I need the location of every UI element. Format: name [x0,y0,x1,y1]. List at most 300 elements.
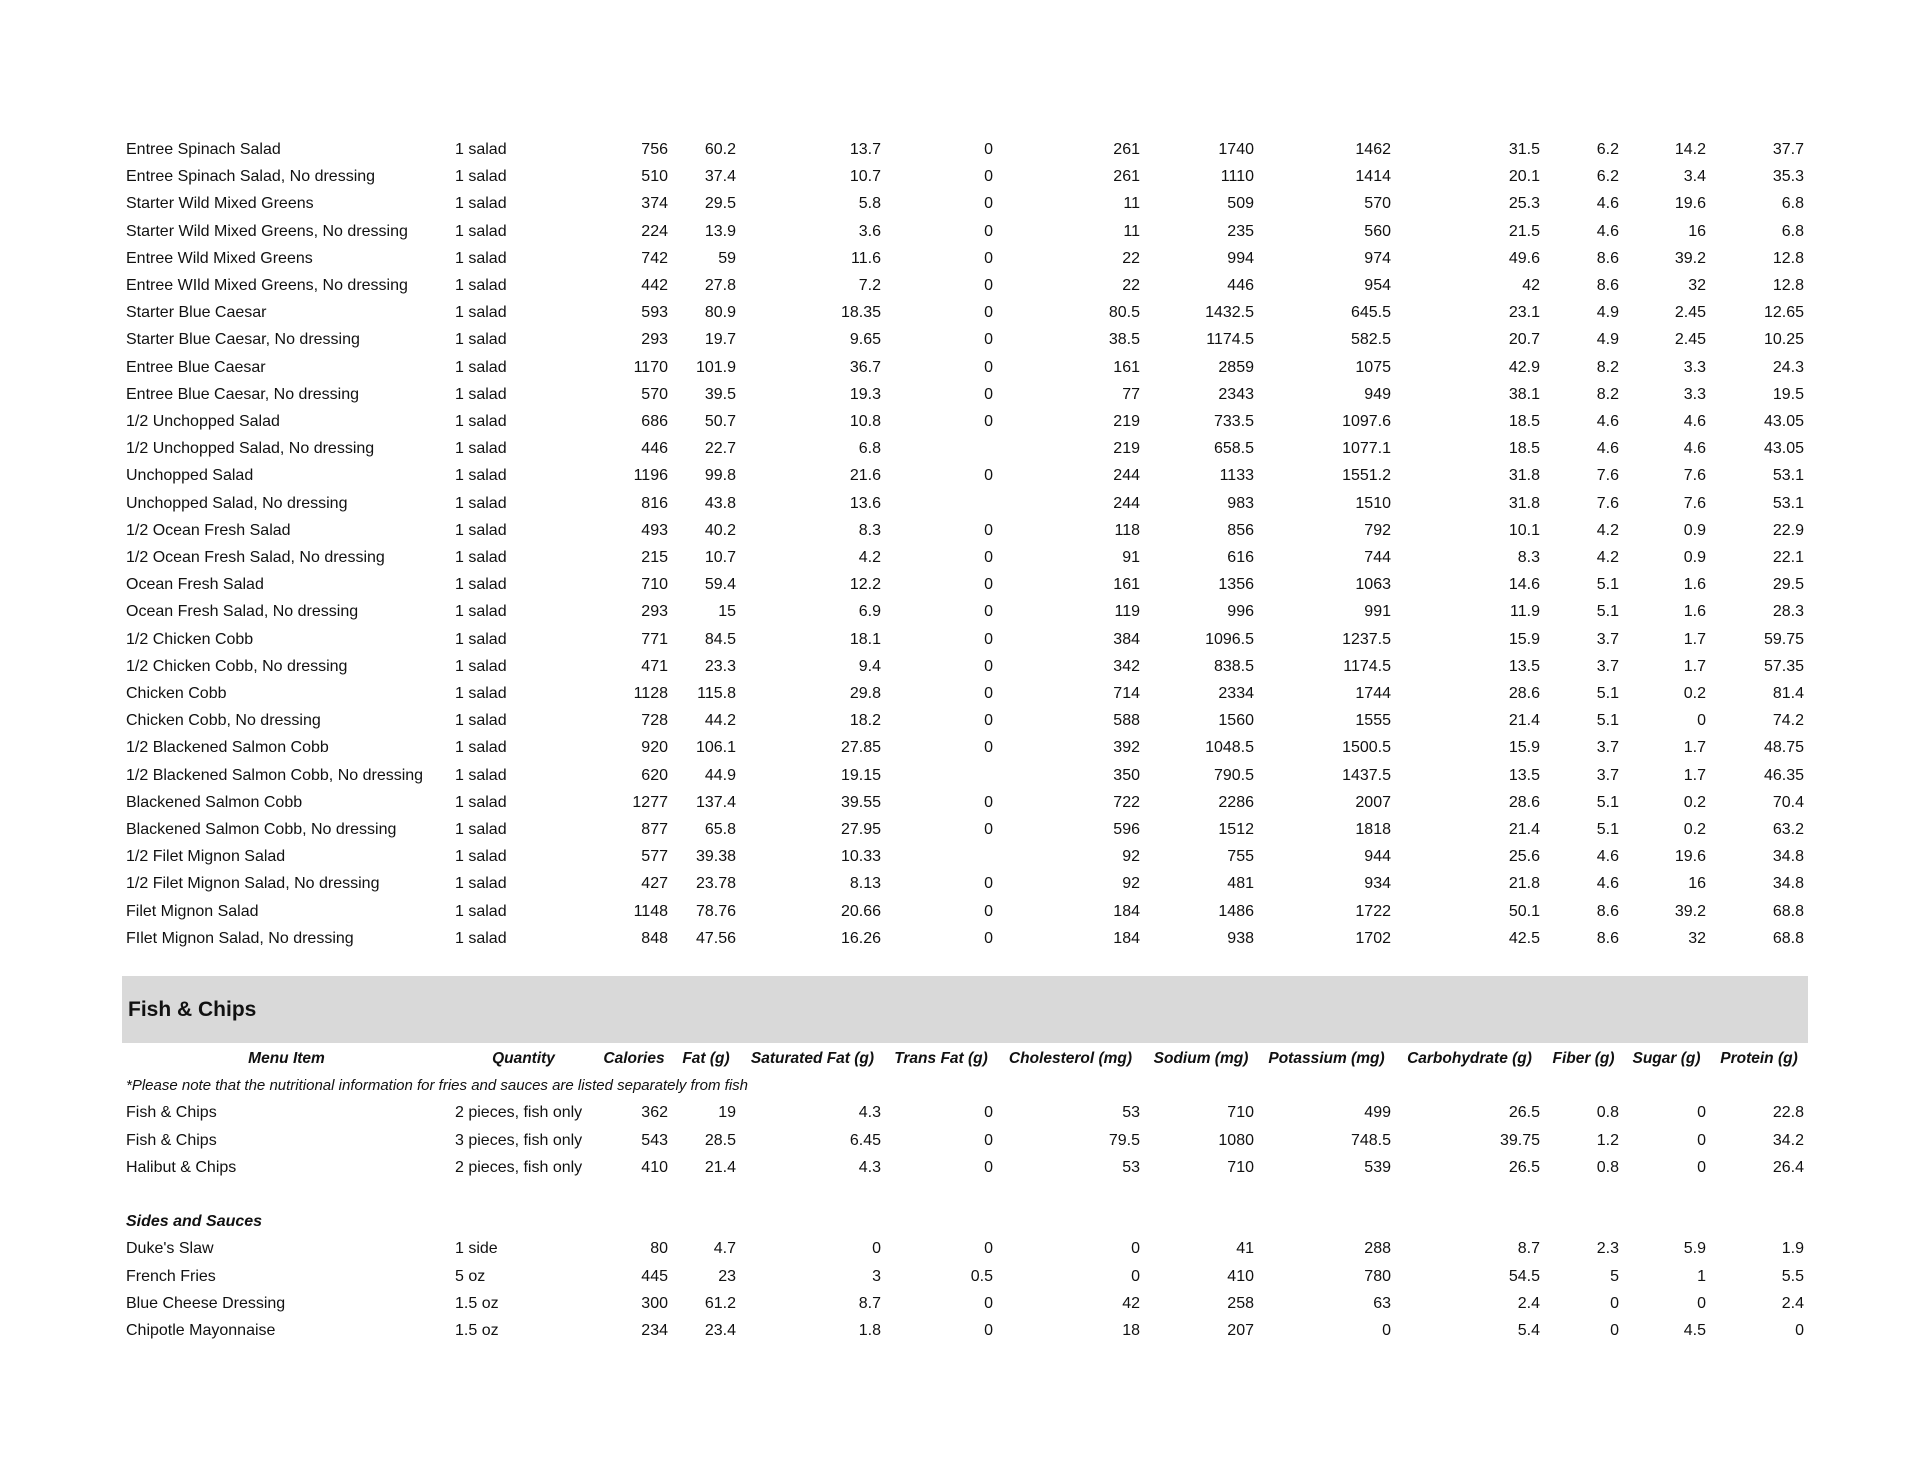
table-row [122,1263,1808,1290]
table-cell: 29.5 [704,195,736,213]
table-cell: 493 [641,521,668,539]
table-cell: 710 [1227,1158,1254,1176]
table-cell: 1702 [1355,929,1391,947]
table-cell: 856 [1227,521,1254,539]
table-cell: 21.4 [1508,712,1540,730]
table-cell: 710 [1227,1104,1254,1122]
table-cell: 0 [984,1104,993,1122]
table-cell: 48.75 [1763,739,1804,757]
table-cell: 1/2 Filet Mignon Salad [126,848,286,866]
table-cell: 22.8 [1772,1104,1804,1122]
table-cell: 6.8 [1781,195,1804,213]
table-cell: 780 [1364,1267,1391,1285]
table-cell: 0 [1697,1131,1706,1149]
table-cell: 5.1 [1596,603,1619,621]
table-cell: 91 [1122,549,1140,567]
table-cell: 877 [641,821,668,839]
table-cell: 8.6 [1596,249,1619,267]
table-cell: 10.7 [849,168,881,186]
table-cell: 949 [1364,385,1391,403]
table-cell: 0 [984,331,993,349]
table-cell: 6.2 [1596,141,1619,158]
table-cell: 53 [1122,1158,1140,1176]
table-cell: 16 [1688,222,1706,240]
table-cell: 1.7 [1683,739,1706,757]
table-cell: 4.6 [1596,222,1619,240]
table-cell: 19.6 [1674,195,1706,213]
table-cell: 1 side [455,1240,498,1258]
table-cell: 1 salad [455,494,507,512]
table-cell: 31.8 [1508,494,1540,512]
table-cell: 2 pieces, fish only [455,1104,583,1122]
table-cell: 19 [718,1104,736,1122]
table-cell: 7.6 [1596,467,1619,485]
table-cell: 1.9 [1781,1240,1804,1258]
table-cell: 748.5 [1350,1131,1391,1149]
table-cell: 934 [1364,875,1391,893]
table-row [122,136,1808,163]
table-cell: 10.1 [1508,521,1540,539]
table-row [122,163,1808,190]
table-cell: 1/2 Blackened Salmon Cobb, No dressing [126,766,424,784]
table-cell: 5 [1610,1267,1619,1285]
table-cell: 22.9 [1772,521,1804,539]
table-cell: 0 [1697,1294,1706,1312]
table-row [122,1127,1808,1154]
table-cell: 21.5 [1508,222,1540,240]
column-header: Menu Item [248,1050,325,1067]
table-cell: 771 [641,630,668,648]
table-cell: 1740 [1218,141,1254,158]
table-cell: 1/2 Ocean Fresh Salad, No dressing [126,549,385,567]
table-cell: 65.8 [704,821,736,839]
table-cell: 384 [1113,630,1140,648]
table-cell: 0 [984,249,993,267]
table-cell: 1555 [1355,712,1391,730]
table-row [122,1317,1808,1344]
table-cell: 374 [641,195,668,213]
column-headers [122,1045,1808,1072]
table-cell: 1 salad [455,358,507,376]
table-cell: 1.7 [1683,766,1706,784]
table-cell: 5.1 [1596,576,1619,594]
column-header: Fat (g) [682,1050,730,1067]
table-cell: 742 [641,249,668,267]
table-row [122,1235,1808,1262]
table-cell: 5.5 [1781,1267,1804,1285]
column-header: Protein (g) [1720,1050,1798,1067]
table-row [122,544,1808,571]
table-cell: 8.7 [1517,1240,1540,1258]
table-cell: 1.7 [1683,657,1706,675]
table-cell: 12.8 [1772,277,1804,295]
table-cell: 234 [641,1322,668,1340]
table-cell: 34.8 [1772,848,1804,866]
table-cell: 47.56 [695,929,736,947]
table-cell: 1110 [1220,168,1254,186]
table-cell: 92 [1122,848,1140,866]
table-cell: 23.4 [704,1322,736,1340]
table-row [122,571,1808,598]
subsection-title: Sides and Sauces [126,1213,263,1231]
table-cell: 18.35 [840,304,881,322]
table-cell: 728 [641,712,668,730]
table-cell: 1/2 Filet Mignon Salad, No dressing [126,875,380,893]
table-cell: 23 [718,1267,736,1285]
table-cell: 293 [641,331,668,349]
table-cell: 0 [984,630,993,648]
table-cell: 596 [1113,821,1140,839]
table-cell: 427 [641,875,668,893]
table-cell: 582.5 [1350,331,1391,349]
table-cell: 4.5 [1683,1322,1706,1340]
table-cell: 37.7 [1772,141,1804,158]
table-cell: 1 salad [455,739,507,757]
table-cell: 50.7 [704,413,736,431]
table-cell: 570 [1364,195,1391,213]
table-cell: 1/2 Blackened Salmon Cobb [126,739,329,757]
table-cell: 392 [1113,739,1140,757]
table-cell: 18 [1122,1322,1140,1340]
table-cell: 1.5 oz [455,1294,499,1312]
table-cell: Entree WIld Mixed Greens, No dressing [126,277,408,295]
table-cell: 1170 [633,358,668,376]
table-cell: 49.6 [1508,249,1540,267]
table-cell: 0 [1131,1240,1140,1258]
table-cell: 658.5 [1213,440,1254,458]
table-row [122,190,1808,217]
table-cell: 645.5 [1350,304,1391,322]
table-cell: 1 salad [455,467,507,485]
table-cell: 1 salad [455,821,507,839]
table-cell: 244 [1113,467,1140,485]
table-cell: 445 [641,1267,668,1285]
column-header: Sugar (g) [1632,1050,1701,1067]
table-cell: 1 salad [455,576,507,594]
table-cell: 26.5 [1508,1104,1540,1122]
table-cell: 0 [984,195,993,213]
table-cell: 2.4 [1781,1294,1804,1312]
table-cell: 4.9 [1596,304,1619,322]
table-cell: 0 [984,793,993,811]
table-cell: 14.6 [1508,576,1540,594]
table-cell: 8.3 [858,521,881,539]
table-cell: 1 salad [455,141,507,158]
table-cell: 39.2 [1674,249,1706,267]
table-row [122,898,1808,925]
table-cell: 42.9 [1508,358,1540,376]
table-cell [885,435,997,462]
table-cell: 0 [984,413,993,431]
table-cell: 15 [718,603,736,621]
table-cell: 25.3 [1508,195,1540,213]
column-header: Cholesterol (mg) [1008,1050,1133,1067]
table-cell: 620 [641,766,668,784]
table-cell: 1744 [1355,685,1391,703]
table-cell: 3.3 [1683,385,1706,403]
table-cell: 235 [1227,222,1254,240]
table-cell: 10.33 [840,848,881,866]
table-cell: FIlet Mignon Salad, No dressing [126,929,354,947]
table-cell: 18.5 [1508,440,1540,458]
table-cell: 1432.5 [1205,304,1254,322]
table-cell: 224 [641,222,668,240]
table-cell: 12.2 [849,576,881,594]
table-cell: 342 [1113,657,1140,675]
table-cell: Unchopped Salad [126,467,254,485]
table-cell: 41 [1236,1240,1254,1258]
table-cell: 4.6 [1596,875,1619,893]
table-cell: 1/2 Unchopped Salad, No dressing [126,440,375,458]
table-cell: 3.7 [1596,739,1619,757]
table-cell: 974 [1364,249,1391,267]
column-header: Sodium (mg) [1153,1050,1249,1067]
table-cell: 588 [1113,712,1140,730]
table-cell: 2.45 [1674,331,1706,349]
table-cell: 1/2 Chicken Cobb [126,630,254,648]
table-cell: 790.5 [1213,766,1254,784]
table-cell: 5 oz [455,1267,486,1285]
table-cell: 1077.1 [1342,440,1391,458]
table-cell: 0 [984,576,993,594]
table-row [122,734,1808,761]
table-row [122,789,1808,816]
table-cell: 1 salad [455,277,507,295]
table-cell: 1 salad [455,848,507,866]
table-cell: 46.35 [1763,766,1804,784]
table-cell: Blackened Salmon Cobb [126,793,303,811]
table-cell: 0 [984,358,993,376]
table-cell: 593 [641,304,668,322]
table-cell: 4.6 [1683,413,1706,431]
table-cell: 219 [1113,440,1140,458]
table-cell: 8.3 [1517,549,1540,567]
table-cell: Entree Spinach Salad, No dressing [126,168,376,186]
table-cell: 39.55 [840,793,881,811]
table-cell: 1097.6 [1342,413,1391,431]
table-cell: 22 [1122,249,1140,267]
fish-table [122,1045,1808,1344]
table-cell [885,762,997,789]
table-cell: 509 [1227,195,1254,213]
table-cell: 92 [1122,875,1140,893]
table-cell: 0 [1795,1322,1804,1340]
table-cell: 446 [641,440,668,458]
table-cell: 0 [984,385,993,403]
table-row [122,218,1808,245]
table-cell: 539 [1364,1158,1391,1176]
table-cell: 710 [641,576,668,594]
table-cell: 42 [1122,1294,1140,1312]
table-row [122,462,1808,489]
table-cell: Chicken Cobb [126,685,227,703]
table-cell: 11.6 [851,249,881,267]
table-cell: 1 salad [455,413,507,431]
table-cell: 19.5 [1772,385,1804,403]
table-cell: 2286 [1218,793,1254,811]
table-cell: 258 [1227,1294,1254,1312]
table-cell: 1 [1697,1267,1706,1285]
table-cell: 0 [984,685,993,703]
table-cell: 3.4 [1683,168,1706,186]
table-cell: 18.5 [1508,413,1540,431]
table-cell: 261 [1113,168,1140,186]
table-cell: 1 salad [455,630,507,648]
table-cell: 22.1 [1772,549,1804,567]
table-cell: 410 [641,1158,668,1176]
table-cell: 3.6 [858,222,881,240]
table-cell: 0 [1131,1267,1140,1285]
table-cell: 938 [1227,929,1254,947]
table-cell: 101.9 [695,358,736,376]
table-cell: 1437.5 [1342,766,1391,784]
table-cell: 0.8 [1596,1104,1619,1122]
table-cell: 300 [641,1294,668,1312]
table-cell: 1075 [1355,358,1391,376]
table-cell: 59 [718,249,736,267]
table-cell: 5.4 [1517,1322,1540,1340]
table-cell: 21.4 [1508,821,1540,839]
table-cell: 80 [650,1240,668,1258]
table-cell: 2007 [1355,793,1391,811]
table-cell: 0 [872,1240,881,1258]
table-cell: 184 [1113,902,1140,920]
table-cell: 16.26 [840,929,881,947]
table-cell: Unchopped Salad, No dressing [126,494,348,512]
table-cell: 446 [1227,277,1254,295]
table-cell: 59.75 [1763,630,1804,648]
table-cell: 21.6 [849,467,881,485]
table-cell: 0 [984,168,993,186]
table-cell: 28.6 [1508,685,1540,703]
table-cell: 1486 [1218,902,1254,920]
table-cell: 32 [1688,277,1706,295]
table-row [122,925,1808,952]
table-cell: 4.3 [858,1104,881,1122]
table-cell: Chipotle Mayonnaise [126,1322,276,1340]
table-cell: 13.5 [1508,766,1540,784]
table-cell: 9.4 [858,657,881,675]
table-cell: 99.8 [704,467,736,485]
table-cell: Entree Wild Mixed Greens [126,249,313,267]
table-cell: 3 [872,1267,881,1285]
table-cell: 8.6 [1596,277,1619,295]
table-cell: 38.5 [1108,331,1140,349]
table-cell: 23.3 [704,657,736,675]
table-cell: 4.6 [1596,195,1619,213]
table-cell: 244 [1113,494,1140,512]
table-cell: 36.7 [849,358,881,376]
table-row [122,408,1808,435]
table-cell: 0 [984,603,993,621]
table-cell: 2334 [1218,685,1254,703]
table-cell: 53 [1122,1104,1140,1122]
table-cell: 1133 [1219,467,1254,485]
table-cell: 0 [984,467,993,485]
table-cell: 0 [984,657,993,675]
table-cell: 34.8 [1772,875,1804,893]
table-cell: 60.2 [704,141,736,158]
table-cell: 4.2 [1596,549,1619,567]
table-cell: 8.6 [1596,929,1619,947]
table-cell: 7.2 [858,277,881,295]
table-cell: 9.65 [849,331,881,349]
table-cell: 184 [1113,929,1140,947]
table-cell: 80.5 [1108,304,1140,322]
table-cell: 560 [1364,222,1391,240]
table-cell: 1510 [1355,494,1391,512]
table-cell: 5.1 [1596,712,1619,730]
table-cell: 362 [641,1104,668,1122]
table-cell: 0.5 [970,1267,993,1285]
table-cell: 81.4 [1772,685,1804,703]
table-cell: 68.8 [1772,902,1804,920]
table-cell: 8.2 [1596,358,1619,376]
table-cell: 1 salad [455,657,507,675]
table-cell: 22.7 [704,440,736,458]
table-cell: 20.66 [840,902,881,920]
table-cell: 510 [641,168,668,186]
table-cell: 22 [1122,277,1140,295]
table-cell: 19.7 [704,331,736,349]
table-cell: 1148 [633,902,668,920]
table-cell: 21.8 [1508,875,1540,893]
table-cell [885,490,997,517]
column-header: Carbohydrate (g) [1407,1050,1532,1067]
table-cell: 1174.5 [1206,331,1254,349]
table-cell: Entree Blue Caesar [126,358,266,376]
table-cell: 1080 [1218,1131,1254,1149]
table-cell: 40.2 [704,521,736,539]
table-cell: Blackened Salmon Cobb, No dressing [126,821,397,839]
table-cell: 16 [1688,875,1706,893]
table-cell: 3.7 [1596,766,1619,784]
table-cell: 27.95 [840,821,881,839]
table-cell: 115.8 [697,685,736,703]
table-cell: 57.35 [1763,657,1804,675]
table-cell: 0 [984,712,993,730]
table-row [122,354,1808,381]
table-cell: 3.3 [1683,358,1706,376]
table-cell: 0.9 [1683,521,1706,539]
table-cell: 43.05 [1763,440,1804,458]
table-cell: 848 [641,929,668,947]
table-cell: 161 [1113,576,1140,594]
table-cell: 0 [984,304,993,322]
table-cell: 2.4 [1517,1294,1540,1312]
table-cell: 13.7 [849,141,881,158]
table-cell: Starter Wild Mixed Greens [126,195,314,213]
table-cell: 37.4 [704,168,736,186]
table-row [122,680,1808,707]
table-cell: 0 [1610,1294,1619,1312]
table-cell: 1237.5 [1342,630,1391,648]
table-cell: 4.3 [858,1158,881,1176]
table-cell: 26.5 [1508,1158,1540,1176]
table-cell: 410 [1227,1267,1254,1285]
table-cell: 1722 [1355,902,1391,920]
table-row [122,870,1808,897]
table-row [122,272,1808,299]
table-cell: 0 [984,821,993,839]
table-cell: 543 [641,1131,668,1149]
table-cell: 4.2 [858,549,881,567]
table-cell: 0.2 [1683,685,1706,703]
table-cell: 1 salad [455,222,507,240]
table-cell: 616 [1227,549,1254,567]
table-row [122,816,1808,843]
table-cell: 1 salad [455,385,507,403]
